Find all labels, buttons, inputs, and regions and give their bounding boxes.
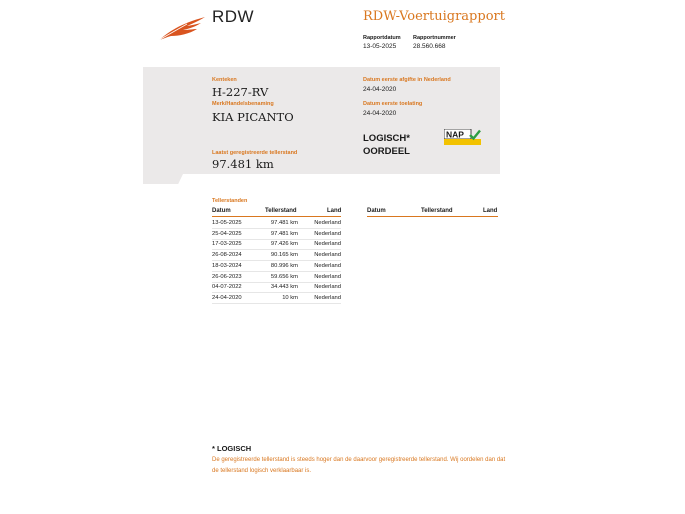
row-date: 17-03-2025 — [212, 241, 242, 248]
row-date: 26-06-2023 — [212, 273, 242, 280]
row-odometer: 80.996 km — [270, 262, 298, 269]
first-nl-label: Datum eerste afgifte in Nederland — [363, 77, 451, 83]
verdict-line-1: LOGISCH* — [363, 133, 410, 144]
row-country: Nederland — [314, 284, 341, 291]
col-date-header-right: Datum — [367, 208, 386, 214]
row-odometer: 97.481 km — [270, 230, 298, 237]
row-odometer: 97.481 km — [270, 220, 298, 226]
report-title: RDW-Voertuigrapport — [363, 9, 505, 24]
row-odometer: 97.426 km — [270, 241, 298, 248]
table-row — [212, 261, 341, 272]
row-odometer: 90.165 km — [270, 252, 298, 259]
odometer-value: 97.481 km — [212, 157, 274, 171]
footer-title: * LOGISCH — [212, 444, 252, 453]
row-date: 04-07-2022 — [212, 284, 242, 291]
plate-label: Kenteken — [212, 77, 237, 83]
nap-label: NAP — [446, 129, 464, 140]
col-odometer-header-right: Tellerstand — [421, 208, 453, 214]
readings-title: Tellerstanden — [212, 198, 248, 204]
first-admission-label: Datum eerste toelating — [363, 101, 423, 107]
first-admission-value: 24-04-2020 — [363, 110, 397, 117]
col-odometer-header: Tellerstand — [265, 208, 297, 214]
row-country: Nederland — [314, 294, 341, 301]
table-row — [212, 218, 341, 229]
report-number-value: 28.560.668 — [413, 43, 446, 50]
table-header-rule-right — [367, 216, 498, 217]
col-date-header: Datum — [212, 208, 231, 214]
row-odometer: 34.443 km — [270, 284, 298, 291]
table-row — [212, 272, 341, 283]
rdw-logo-icon — [157, 14, 207, 42]
row-country: Nederland — [314, 252, 341, 259]
row-country: Nederland — [314, 262, 341, 269]
vehicle-panel-tab — [143, 174, 183, 184]
table-row — [212, 293, 341, 304]
brand-name: RDW — [212, 7, 255, 26]
report-date-label: Rapportdatum — [363, 35, 401, 41]
row-date: 13-05-2025 — [212, 220, 242, 226]
col-country-header-right: Land — [483, 208, 498, 214]
model-value: KIA PICANTO — [212, 110, 294, 124]
table-row — [212, 239, 341, 250]
col-country-header: Land — [327, 208, 342, 214]
report-number-label: Rapportnummer — [413, 35, 456, 41]
verdict-line-2: OORDEEL — [363, 146, 410, 157]
row-odometer: 59.656 km — [270, 273, 298, 280]
table-row — [212, 282, 341, 293]
row-country: Nederland — [314, 273, 341, 280]
footer-text: De geregistreerde tellerstand is steeds hoger dan de daarvoor geregistreerde tellerstand. Wij oordelen dan dat de tellerstand logisch verklaarbaar is. — [212, 457, 506, 474]
row-country: Nederland — [314, 230, 341, 237]
row-date: 18-03-2024 — [212, 262, 242, 269]
report-date-value: 13-05-2025 — [363, 43, 397, 50]
odometer-label: Laatst geregistreerde tellerstand — [212, 150, 298, 156]
row-country: Nederland — [314, 220, 341, 226]
row-odometer: 10 km — [282, 294, 298, 301]
first-nl-value: 24-04-2020 — [363, 86, 397, 93]
nap-logo-icon — [444, 129, 481, 145]
model-label: Merk/Handelsbenaming — [212, 101, 274, 107]
row-country: Nederland — [314, 241, 341, 248]
row-date: 26-08-2024 — [212, 252, 242, 259]
row-date: 24-04-2020 — [212, 294, 242, 301]
vehicle-panel — [143, 67, 500, 174]
row-date: 25-04-2025 — [212, 230, 242, 237]
plate-value: H-227-RV — [212, 85, 269, 99]
table-row — [212, 250, 341, 261]
table-header-rule — [212, 216, 341, 217]
table-row — [212, 229, 341, 240]
